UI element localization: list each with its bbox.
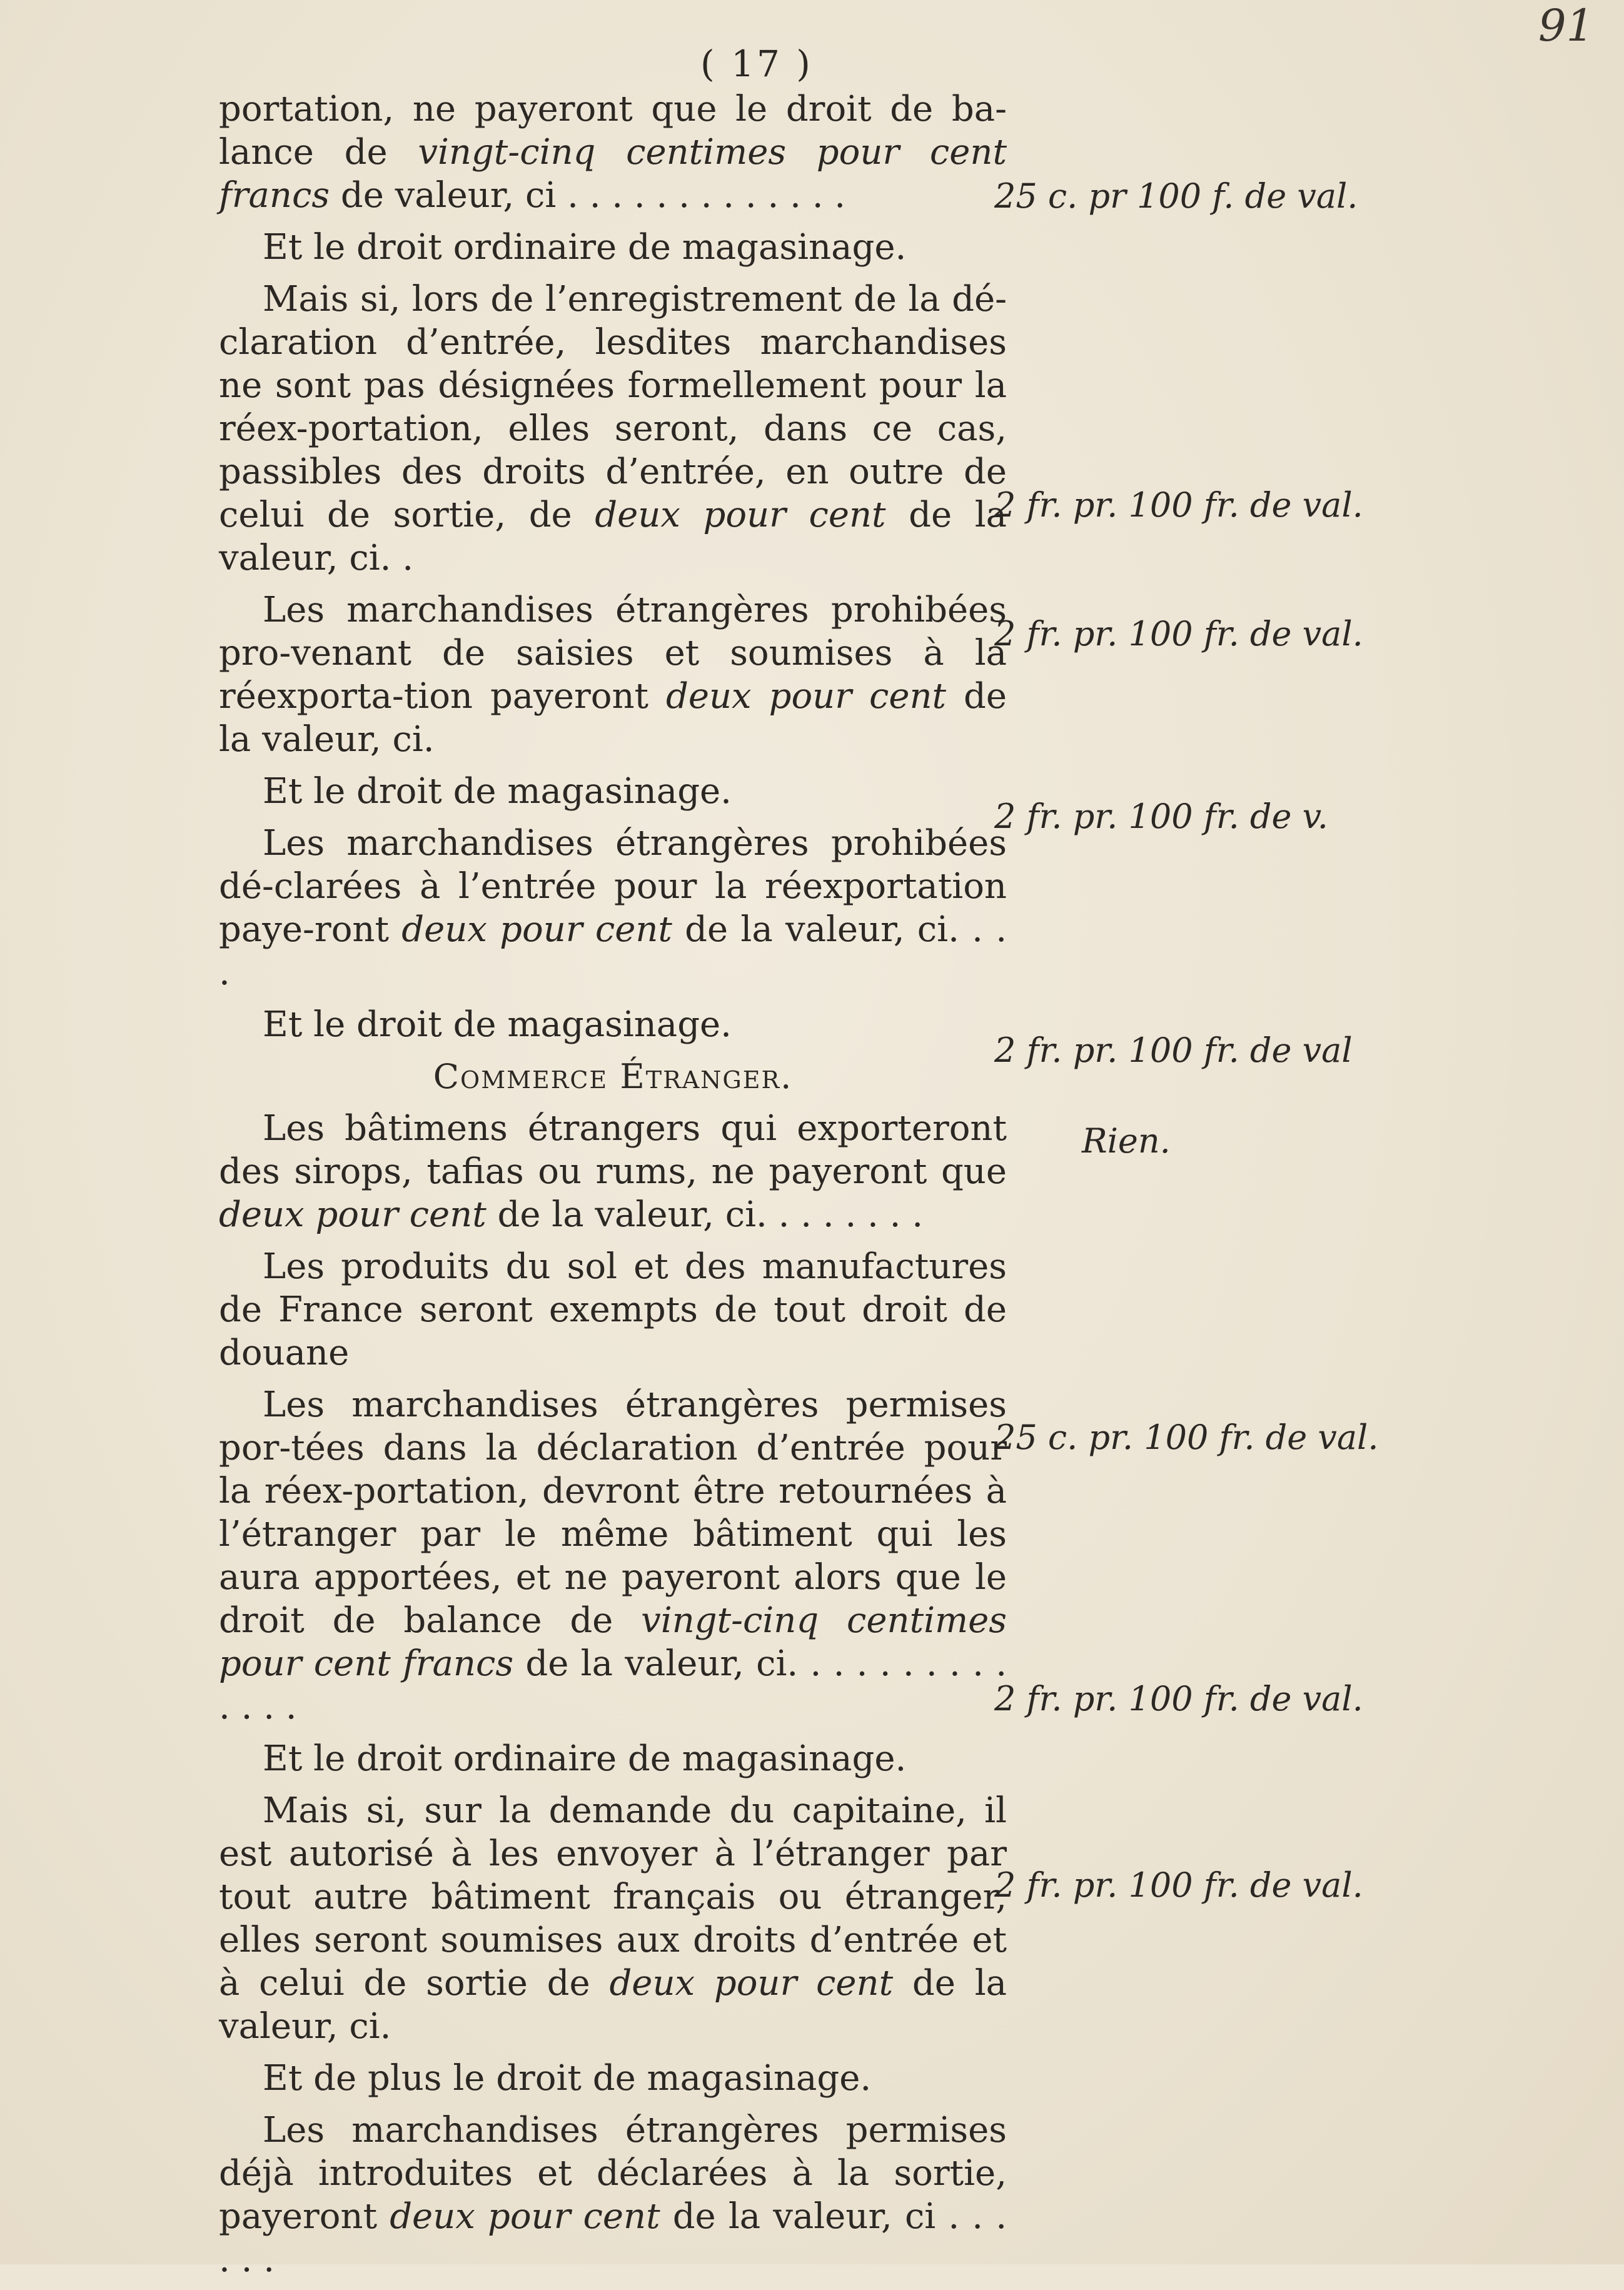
duty-rate-3: 2 fr. pr. 100 fr. de val.	[994, 614, 1363, 653]
duty-rate-6: Rien.	[1082, 1121, 1171, 1161]
duty-rate-5: 2 fr. pr. 100 fr. de val	[994, 1031, 1353, 1070]
paragraph-3: Mais si, lors de l’enregistrement de la dé-claration d’entrée, lesdites marchandises ne sont pas désignées formellement pour la réex-portation, elles seront, dans ce cas, passibles des droits d’entrée, en outre de celui de sortie, de deux pour cent de la valeur, ci. .	[219, 279, 1007, 578]
paragraph-5: Et le droit de magasinage.	[263, 771, 732, 812]
paragraph-7: Et le droit de magasinage.	[263, 1004, 732, 1045]
paragraph-14: Les marchandises étrangères permises déjà introduites et déclarées à la sortie, payeront deux pour cent de la valeur, ci . . . . . .	[219, 2110, 1007, 2280]
paragraph-13: Et de plus le droit de magasinage.	[263, 2058, 872, 2099]
paragraph-8: Les bâtimens étrangers qui exporteront des sirops, tafias ou rums, ne payeront que deux pour cent de la valeur, ci. . . . . . . .	[219, 1108, 1007, 1235]
handwritten-margin-mark: 91	[1538, 0, 1595, 51]
paragraph-6: Les marchandises étrangères prohibées dé-clarées à l’entrée pour la réexportation paye-ront deux pour cent de la valeur, ci. . . .	[219, 823, 1007, 993]
paragraph-11: Et le droit ordinaire de magasinage.	[263, 1738, 907, 1779]
paragraph-9: Les produits du sol et des manufactures de France seront exempts de tout droit de douane	[219, 1246, 1007, 1373]
paragraph-12: Mais si, sur la demande du capitaine, il est autorisé à les envoyer à l’étranger par tout autre bâtiment français ou étranger, elles seront soumises aux droits d’entrée et à celui de sortie de deux pour cent de la valeur, ci.	[219, 1790, 1007, 2047]
paragraph-4: Les marchandises étrangères prohibées pro-venant de saisies et soumises à la réexporta-tion payeront deux pour cent de la valeur, ci.	[219, 590, 1007, 760]
duty-rate-1: 25 c. pr 100 f. de val.	[994, 176, 1358, 216]
section-heading: Commerce Étranger.	[433, 1057, 793, 1096]
text-column	[219, 88, 1007, 2290]
paragraph-2: Et le droit ordinaire de magasinage.	[263, 227, 907, 268]
paragraph-10: Les marchandises étrangères permises por-tées dans la déclaration d’entrée pour la réex-portation, devront être retournées à l’étranger par le même bâtiment qui les aura apportées, et ne payeront alors que le droit de balance de vingt-cinq centimes pour cent francs de la valeur, ci. . . . . . . . . . . . . .	[219, 1385, 1007, 1727]
duty-rate-4: 2 fr. pr. 100 fr. de v.	[994, 797, 1328, 836]
paragraph-1: portation, ne payeront que le droit de ba-lance de vingt-cinq centimes pour cent francs de valeur, ci . . . . . . . . . . . . .	[219, 89, 1007, 216]
duty-rate-7: 25 c. pr. 100 fr. de val.	[994, 1418, 1379, 1457]
page-number: ( 17 )	[700, 43, 813, 85]
duty-rate-9: 2 fr. pr. 100 fr. de val.	[994, 1865, 1363, 1905]
duty-rate-8: 2 fr. pr. 100 fr. de val.	[994, 1679, 1363, 1718]
duty-rate-2: 2 fr. pr. 100 fr. de val.	[994, 485, 1363, 525]
